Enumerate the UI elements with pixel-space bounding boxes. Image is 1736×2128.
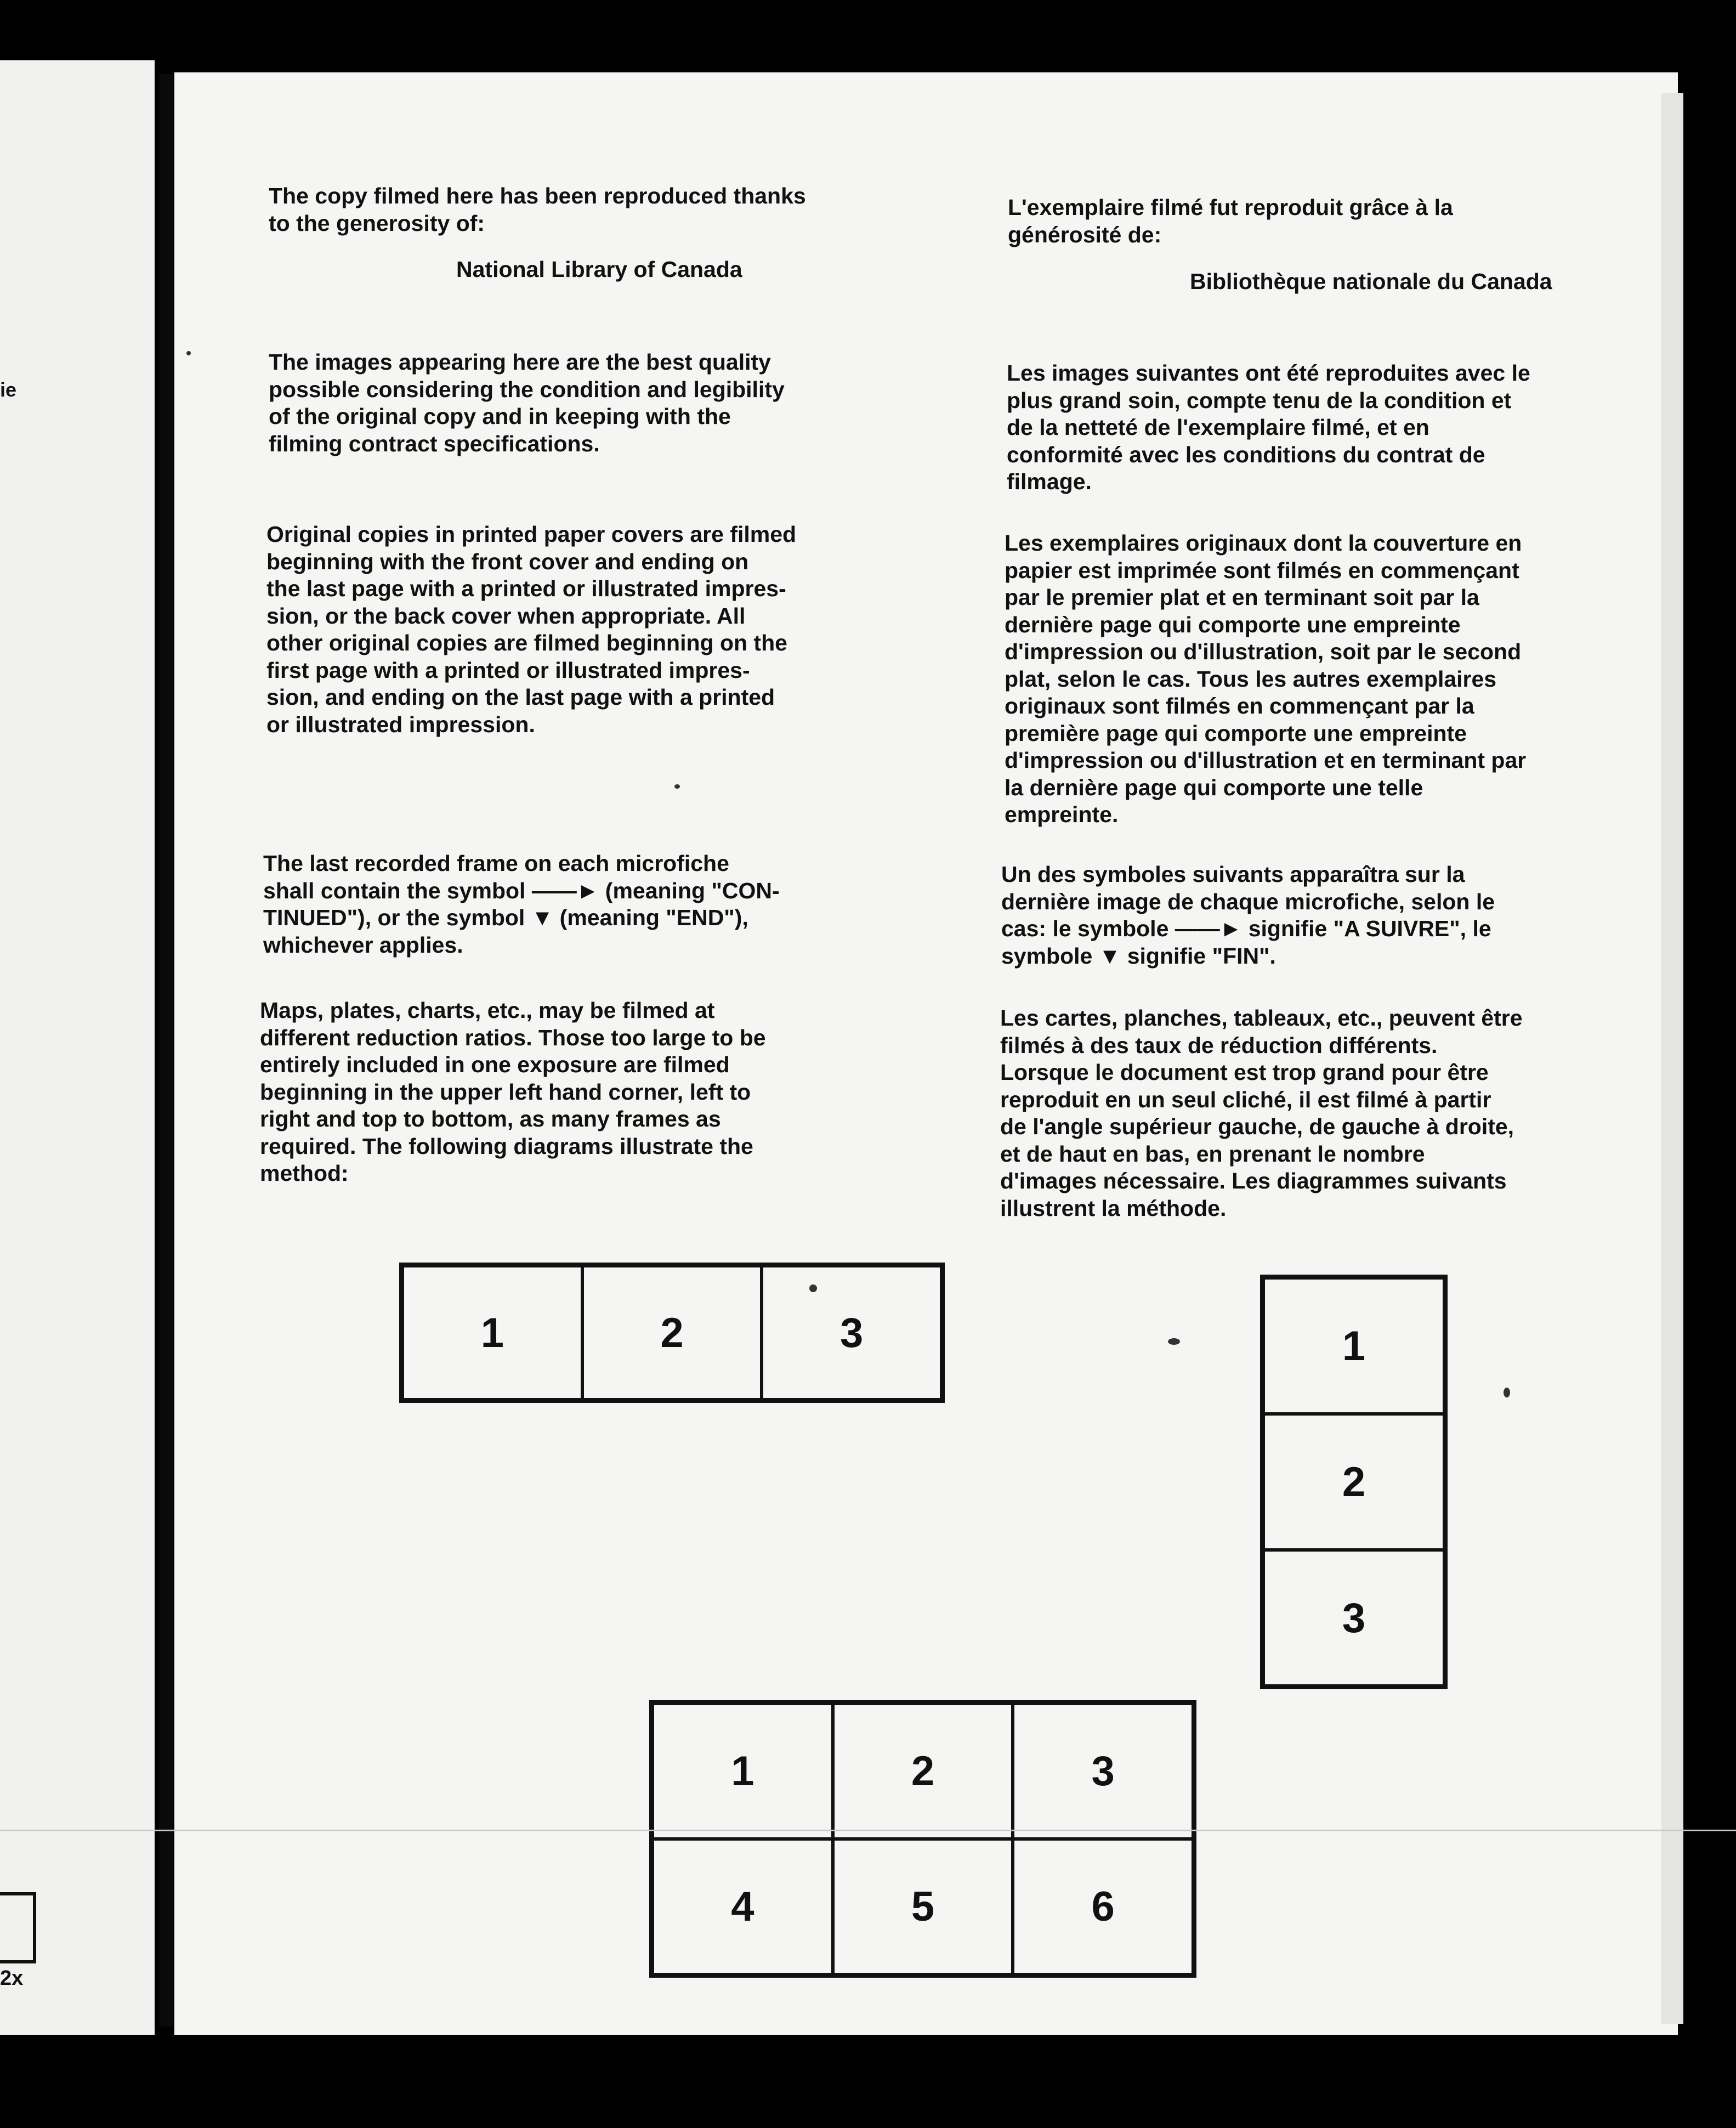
dust-speck (1168, 1338, 1180, 1345)
diagram-frame: 4 (653, 1839, 833, 1974)
diagram-frame: 3 (1013, 1703, 1193, 1839)
previous-page-edge (0, 60, 155, 2035)
french-covers-statement: Les exemplaires originaux dont la couverture en papier est imprimée sont filmés en commençant par le premier plat et en terminant soit par la dernière page qui comporte une empreinte d'impression ou d'illustration, soit par le second plat, selon le cas. Tous les autres exemplaires originaux sont filmés en commençant par la première page qui comporte une empreinte d'impression ou d'illustration et en terminant par la dernière page qui comporte une telle empreinte. (1005, 530, 1527, 827)
scan-line-artifact (0, 1830, 1736, 1831)
french-symbols-statement: Un des symboles suivants apparaîtra sur la dernière image de chaque microfiche, selon le cas: le symbole ——► signifie "A SUIVRE", le symbole ▼ signifie "FIN". (1001, 862, 1495, 969)
french-quality-statement: Les images suivantes ont été reproduites avec le plus grand soin, compte tenu de la condition et de la netteté de l'exemplaire filmé, et en conformité avec les conditions du contrat de filmage. (1007, 360, 1530, 494)
french-maps-statement: Les cartes, planches, tableaux, etc., peuvent être filmés à des taux de réduction différents. Lorsque le document est trop grand pour être reproduit en un seul cliché, il est filmé à partir de l'angle supérieur gauche, de gauche à droite, et de haut en bas, en prenant le nombre d'images nécessaire. Les diagrammes suivants illustrent la méthode. (1000, 1005, 1523, 1221)
previous-page-ratio-fragment: 2x (0, 1967, 24, 1990)
page-edge-shadow (1661, 93, 1683, 2024)
diagram-frame: 3 (1263, 1550, 1444, 1686)
previous-page-box-fragment (0, 1892, 36, 1963)
horizontal-frame-diagram (399, 1263, 945, 1403)
english-maps-statement: Maps, plates, charts, etc., may be filmed at different reduction ratios. Those too large to be entirely included in one exposure are filmed beginning in the upper left hand corner, left to right and top to bottom, as many frames as required. The following diagrams illustrate the method: (260, 998, 766, 1186)
diagram-frame: 5 (833, 1839, 1013, 1974)
english-acknowledgement: The copy filmed here has been reproduced thanks to the generosity of: (269, 183, 806, 236)
previous-page-text-fragment: ie (0, 378, 17, 401)
book-spine (159, 74, 173, 2027)
french-acknowledgement: L'exemplaire filmé fut reproduit grâce à la générosité de: (1008, 195, 1453, 247)
diagram-frame: 6 (1013, 1839, 1193, 1974)
dust-speck (186, 351, 191, 355)
diagram-frame: 3 (762, 1266, 941, 1400)
french-institution: Bibliothèque nationale du Canada (1190, 269, 1552, 294)
dust-speck (809, 1284, 817, 1292)
english-institution: National Library of Canada (456, 257, 742, 282)
scan-border (0, 2035, 1736, 2128)
grid-frame-diagram (649, 1700, 1196, 1978)
dust-speck (674, 784, 680, 789)
english-symbols-statement: The last recorded frame on each microfiche shall contain the symbol ——► (meaning "CON- TINUED"), or the symbol ▼ (meaning "END"), whichever applies. (263, 851, 780, 958)
diagram-frame: 1 (653, 1703, 833, 1839)
diagram-frame: 2 (1263, 1414, 1444, 1550)
dust-speck (1504, 1388, 1510, 1397)
english-quality-statement: The images appearing here are the best quality possible considering the condition and legibility of the original copy and in keeping with the filming contract specifications. (269, 349, 785, 456)
diagram-frame: 1 (402, 1266, 582, 1400)
diagram-frame: 2 (833, 1703, 1013, 1839)
english-covers-statement: Original copies in printed paper covers are filmed beginning with the front cover and ending on the last page with a printed or illustrated impres- sion, or the back cover when appropriate. All other original copies are filmed beginning on the first page with a printed or illustrated impres- sion, and ending on the last page with a printed or illustrated impression. (266, 522, 797, 737)
diagram-frame: 2 (582, 1266, 762, 1400)
diagram-frame: 1 (1263, 1278, 1444, 1414)
vertical-frame-diagram (1260, 1275, 1448, 1689)
